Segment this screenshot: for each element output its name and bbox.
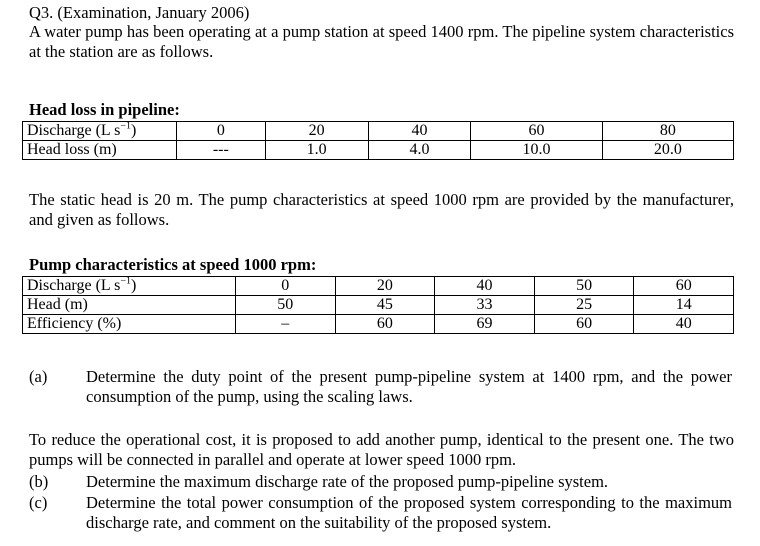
table-cell: 10.0 <box>471 141 602 160</box>
row-label: Efficiency (%) <box>23 315 236 334</box>
row-label: Discharge (L $s^{-1}$) <box>23 122 177 141</box>
table-row <box>23 122 734 141</box>
table-row <box>23 296 734 315</box>
table-cell: 14 <box>634 296 734 315</box>
table-cell: 60 <box>634 277 734 296</box>
table-cell: 50 <box>236 296 336 315</box>
table-cell: – <box>236 315 336 334</box>
pump-table <box>22 276 734 334</box>
table-row <box>23 277 734 296</box>
table-cell: 0 <box>177 122 266 141</box>
table-cell: 40 <box>634 315 734 334</box>
headloss-table <box>22 121 734 160</box>
intro-paragraph: A water pump has been operating at a pump station at speed 1400 rpm. The pipeline system characteristics at the station are as follows. <box>29 22 734 61</box>
table-cell: 45 <box>335 296 435 315</box>
table-row <box>23 141 734 160</box>
table-cell: 4.0 <box>368 141 471 160</box>
table-cell: 20 <box>265 122 368 141</box>
question-title: Q3. (Examination, January 2006) <box>29 3 250 22</box>
table-cell: 60 <box>534 315 634 334</box>
question-a-label: (a) <box>29 367 48 386</box>
table-cell: 40 <box>435 277 535 296</box>
table-cell: 60 <box>471 122 602 141</box>
table-cell: 20 <box>335 277 435 296</box>
table-cell: 1.0 <box>265 141 368 160</box>
row-label: Head (m) <box>23 296 236 315</box>
row-label: Discharge (L $s^{-1}$) <box>23 277 236 296</box>
static-head-paragraph: The static head is 20 m. The pump characteristics at speed 1000 rpm are provided by the manufacturer, and given as follows. <box>29 190 734 229</box>
question-c-text: Determine the total power consumption of the proposed system corresponding to the maximum discharge rate, and comment on the suitability of the proposed system. <box>86 493 732 532</box>
question-b-label: (b) <box>29 472 49 491</box>
row-label: Head loss (m) <box>23 141 177 160</box>
proposal-paragraph: To reduce the operational cost, it is proposed to add another pump, identical to the present one. The two pumps will be connected in parallel and operate at lower speed 1000 rpm. <box>29 430 734 469</box>
table-cell: 40 <box>368 122 471 141</box>
question-b-text: Determine the maximum discharge rate of the proposed pump-pipeline system. <box>86 472 609 491</box>
table-cell: 60 <box>335 315 435 334</box>
table-row <box>23 315 734 334</box>
table-cell: 0 <box>236 277 336 296</box>
table-cell: 33 <box>435 296 535 315</box>
table-cell: 50 <box>534 277 634 296</box>
question-a-text: Determine the duty point of the present pump-pipeline system at 1400 rpm, and the power consumption of the pump, using the scaling laws. <box>86 367 732 406</box>
table-cell: 25 <box>534 296 634 315</box>
table-cell: 69 <box>435 315 535 334</box>
table-cell: --- <box>177 141 266 160</box>
headloss-heading: Head loss in pipeline: <box>29 100 180 119</box>
table-cell: 80 <box>602 122 733 141</box>
table-cell: 20.0 <box>602 141 733 160</box>
question-c-label: (c) <box>29 493 48 512</box>
pump-heading: Pump characteristics at speed 1000 rpm: <box>29 255 317 274</box>
